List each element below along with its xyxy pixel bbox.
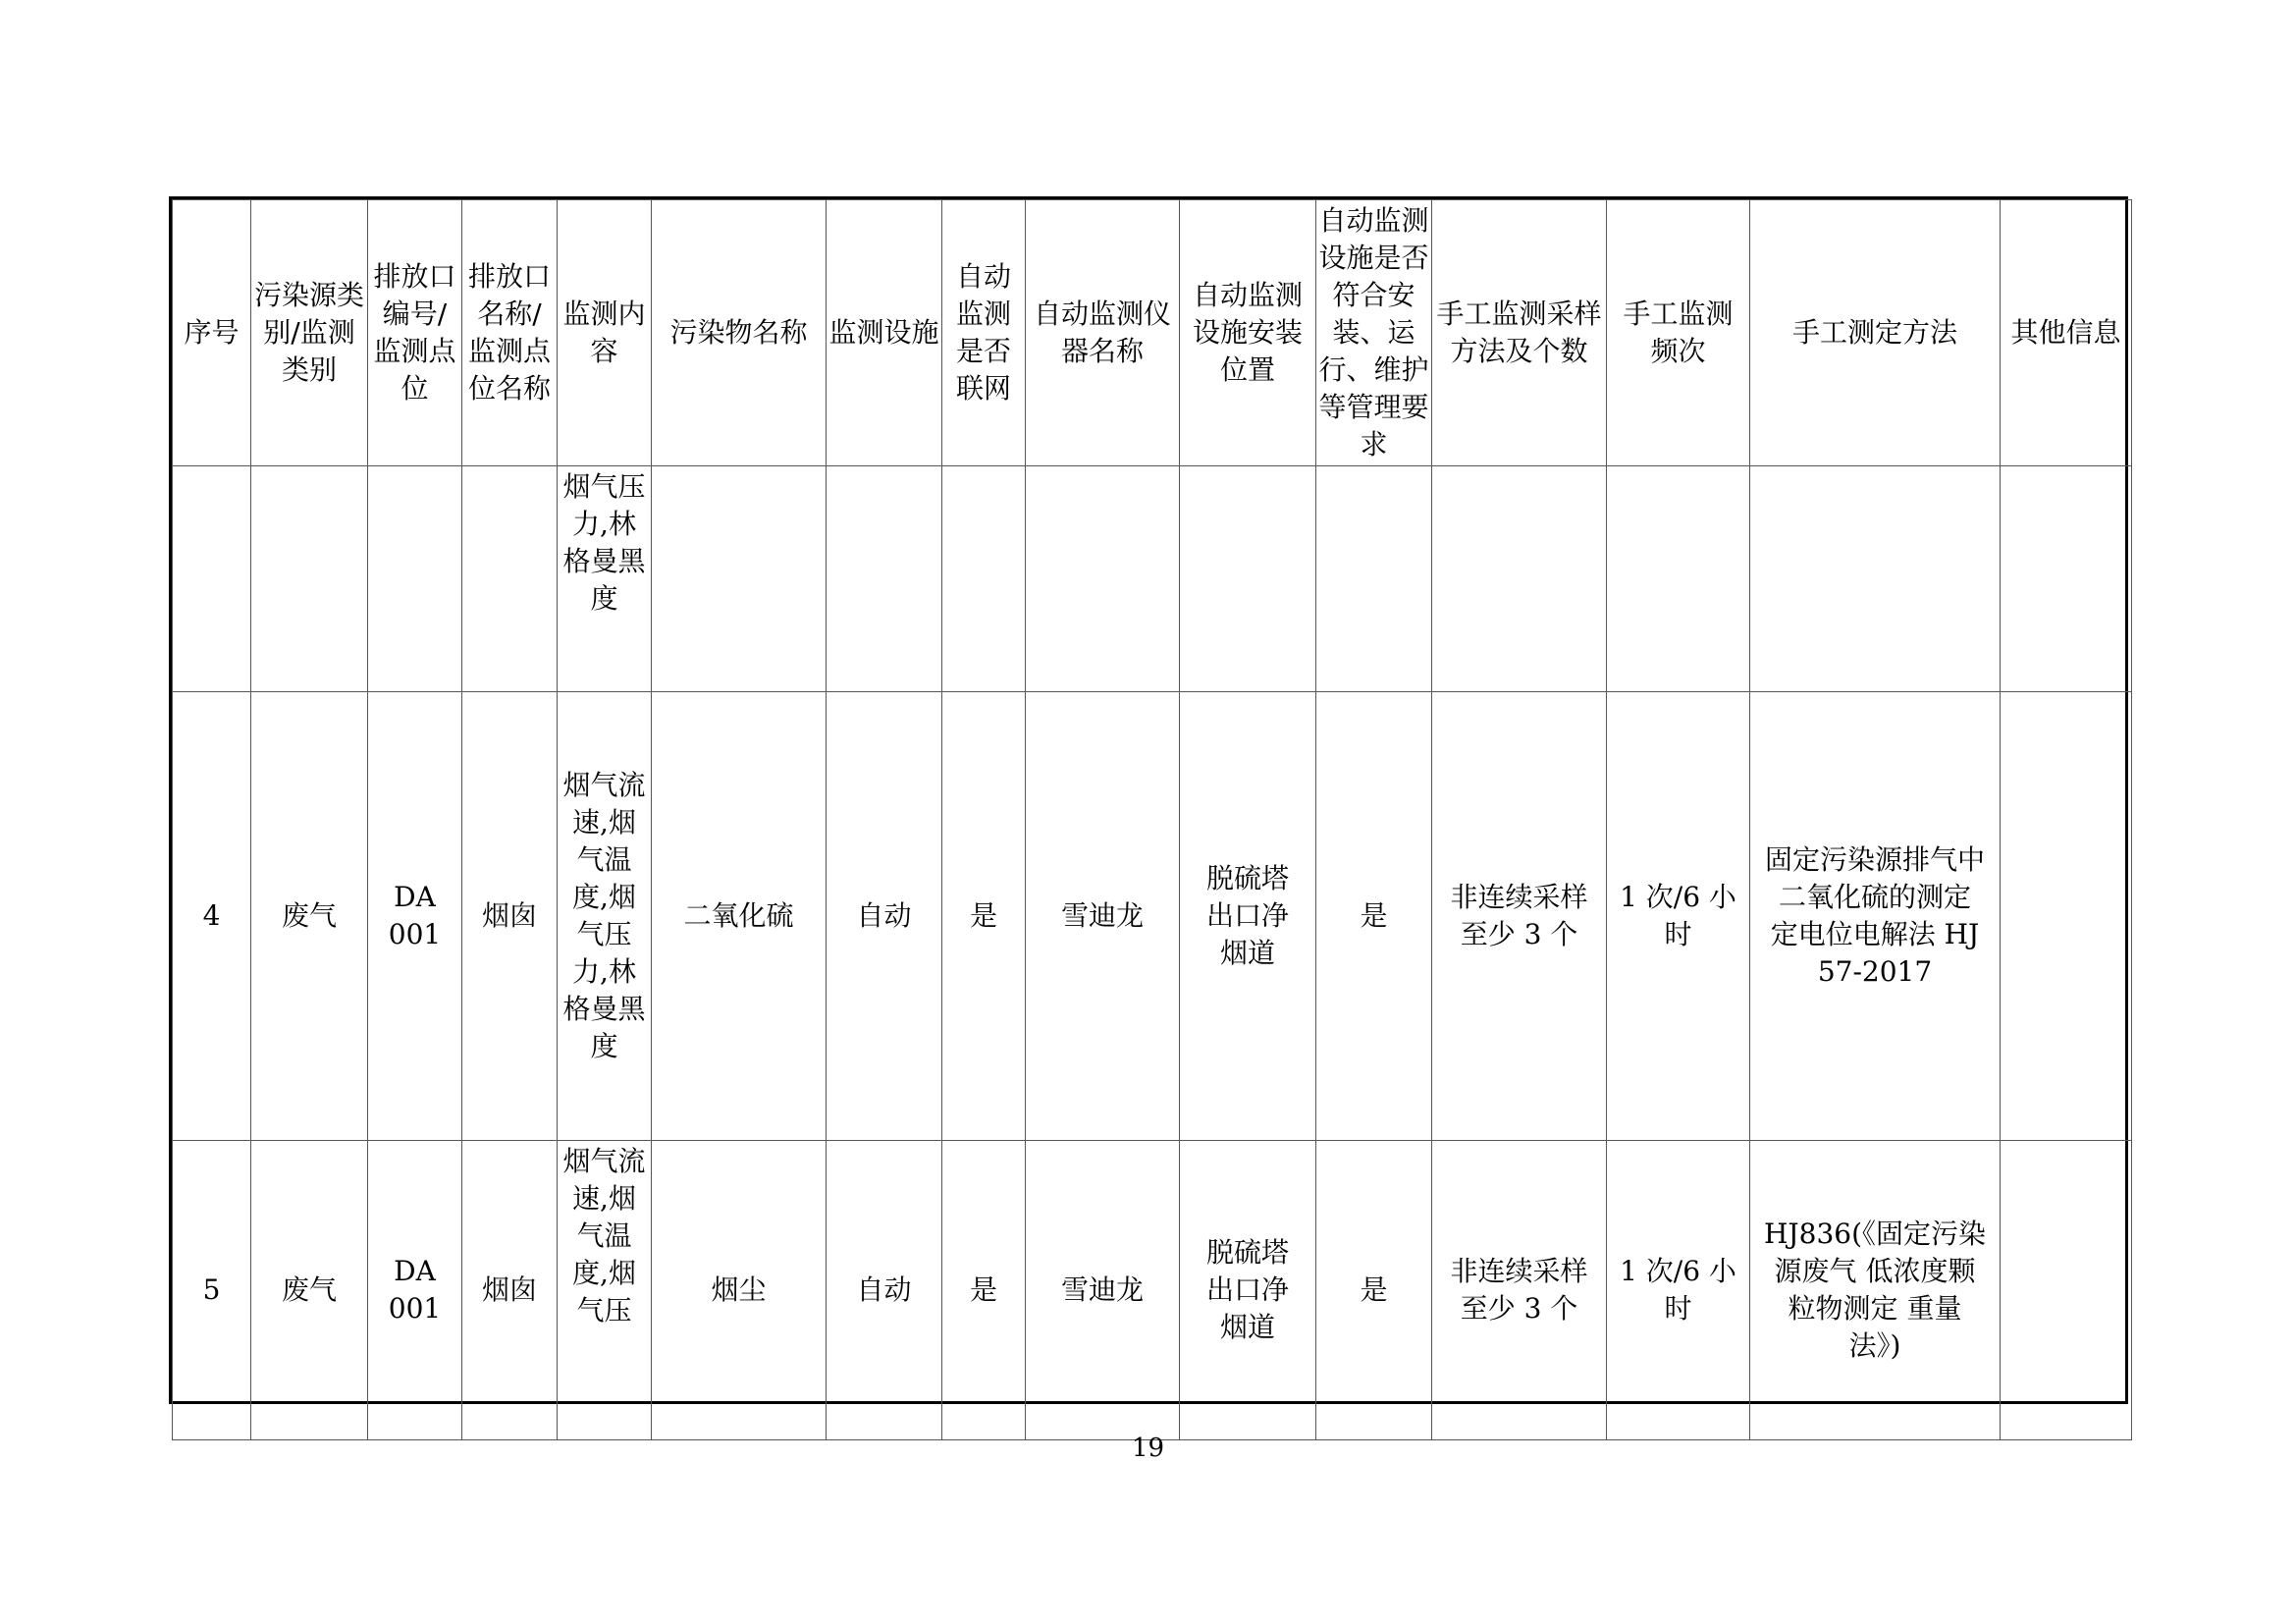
cell-content: 烟气流速,烟气温度,烟气压力,林格曼黑度 bbox=[558, 692, 652, 1141]
cell-facility: 自动 bbox=[827, 692, 942, 1141]
cell-pollutant: 二氧化硫 bbox=[652, 692, 827, 1141]
header-frequency: 手工监测频次 bbox=[1607, 200, 1750, 466]
cell-outlet-name: 烟囱 bbox=[462, 692, 558, 1141]
cell-category: 废气 bbox=[251, 692, 368, 1141]
cell-instrument: 雪迪龙 bbox=[1026, 692, 1180, 1141]
header-method: 手工测定方法 bbox=[1750, 200, 2001, 466]
cell-category bbox=[251, 466, 368, 692]
cell-seq: 5 bbox=[173, 1141, 251, 1440]
cell-pollutant bbox=[652, 466, 827, 692]
header-other: 其他信息 bbox=[2001, 200, 2132, 466]
cell-networked bbox=[942, 466, 1026, 692]
cell-seq: 4 bbox=[173, 692, 251, 1141]
cell-pollutant: 烟尘 bbox=[652, 1141, 827, 1440]
table-row bbox=[173, 1141, 2132, 1440]
monitoring-table-container bbox=[169, 196, 2128, 1404]
cell-compliant bbox=[1316, 466, 1432, 692]
cell-content: 烟气压力,林格曼黑度 bbox=[558, 466, 652, 692]
cell-outlet-code bbox=[368, 466, 462, 692]
cell-facility: 自动 bbox=[827, 1141, 942, 1440]
cell-method: 固定污染源排气中二氧化硫的测定 定电位电解法 HJ 57-2017 bbox=[1750, 692, 2001, 1141]
cell-method bbox=[1750, 466, 2001, 692]
header-compliant: 自动监测设施是否符合安装、运行、维护等管理要求 bbox=[1316, 200, 1432, 466]
cell-instrument bbox=[1026, 466, 1180, 692]
cell-frequency bbox=[1607, 466, 1750, 692]
cell-install-location bbox=[1180, 466, 1316, 692]
header-pollutant: 污染物名称 bbox=[652, 200, 827, 466]
cell-facility bbox=[827, 466, 942, 692]
header-install-location: 自动监测设施安装位置 bbox=[1180, 200, 1316, 466]
cell-other bbox=[2001, 1141, 2132, 1440]
table-header-row bbox=[173, 200, 2132, 466]
cell-compliant: 是 bbox=[1316, 692, 1432, 1141]
header-content: 监测内容 bbox=[558, 200, 652, 466]
header-instrument: 自动监测仪器名称 bbox=[1026, 200, 1180, 466]
cell-networked: 是 bbox=[942, 1141, 1026, 1440]
table-row bbox=[173, 692, 2132, 1141]
monitoring-table bbox=[172, 199, 2132, 1440]
cell-sampling: 非连续采样至少 3 个 bbox=[1432, 692, 1607, 1141]
cell-sampling bbox=[1432, 466, 1607, 692]
cell-outlet-code: DA001 bbox=[368, 692, 462, 1141]
header-networked: 自动监测是否联网 bbox=[942, 200, 1026, 466]
cell-compliant: 是 bbox=[1316, 1141, 1432, 1440]
cell-category: 废气 bbox=[251, 1141, 368, 1440]
table-row bbox=[173, 466, 2132, 692]
cell-other bbox=[2001, 466, 2132, 692]
cell-install-location: 脱硫塔出口净烟道 bbox=[1180, 1141, 1316, 1440]
page-number: 19 bbox=[1131, 1434, 1165, 1463]
header-outlet-name: 排放口名称/监测点位名称 bbox=[462, 200, 558, 466]
header-outlet-code: 排放口编号/监测点位 bbox=[368, 200, 462, 466]
cell-install-location: 脱硫塔出口净烟道 bbox=[1180, 692, 1316, 1141]
header-sampling: 手工监测采样方法及个数 bbox=[1432, 200, 1607, 466]
cell-sampling: 非连续采样至少 3 个 bbox=[1432, 1141, 1607, 1440]
cell-networked: 是 bbox=[942, 692, 1026, 1141]
cell-frequency: 1 次/6 小时 bbox=[1607, 1141, 1750, 1440]
cell-frequency: 1 次/6 小时 bbox=[1607, 692, 1750, 1141]
cell-method: HJ836(《固定污染源废气 低浓度颗粒物测定 重量法》) bbox=[1750, 1141, 2001, 1440]
cell-seq bbox=[173, 466, 251, 692]
cell-instrument: 雪迪龙 bbox=[1026, 1141, 1180, 1440]
header-facility: 监测设施 bbox=[827, 200, 942, 466]
cell-other bbox=[2001, 692, 2132, 1141]
cell-content: 烟气流速,烟气温度,烟气压 bbox=[558, 1141, 652, 1440]
cell-outlet-name: 烟囱 bbox=[462, 1141, 558, 1440]
header-category: 污染源类别/监测类别 bbox=[251, 200, 368, 466]
header-seq: 序号 bbox=[173, 200, 251, 466]
cell-outlet-code: DA001 bbox=[368, 1141, 462, 1440]
cell-outlet-name bbox=[462, 466, 558, 692]
